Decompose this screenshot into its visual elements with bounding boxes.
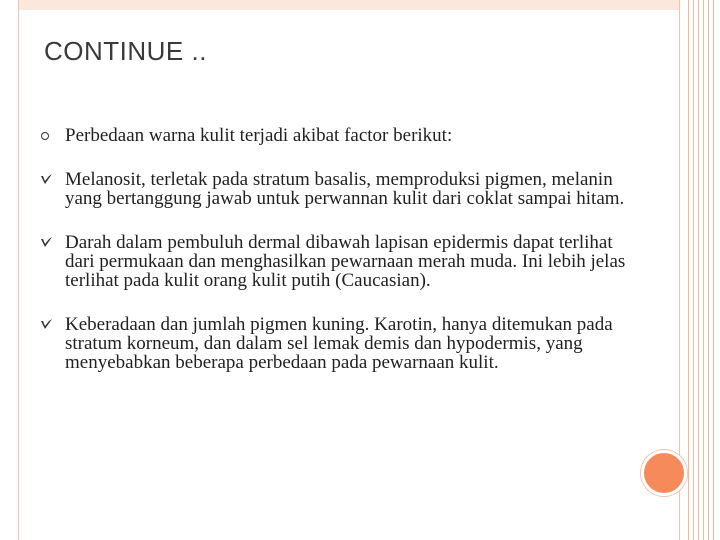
- checkmark-bullet-icon: [40, 316, 54, 332]
- bullet-item: [40, 126, 630, 145]
- slide-title: CONTINUE ..: [44, 36, 207, 66]
- bullet-text: Perbedaan warna kulit terjadi akibat factor berikut:: [65, 125, 453, 146]
- decor-line: [708, 0, 709, 540]
- decor-line: [693, 0, 694, 540]
- bullet-item: [40, 315, 630, 372]
- checkmark-bullet-icon: [40, 171, 54, 187]
- bullet-text: Darah dalam pembuluh dermal dibawah lapisan epidermis dapat terlihat dari permukaan dan menghasilkan pewarnaan merah muda. Ini lebih jelas terlihat pada kulit orang kulit putih (Caucasian).: [65, 232, 626, 291]
- right-decoration: [686, 0, 720, 540]
- bullet-text: Melanosit, terletak pada stratum basalis, memproduksi pigmen, melanin yang bertanggung jawab untuk perwannan kulit dari coklat sampai hitam.: [65, 169, 625, 209]
- bullet-item: [40, 233, 630, 290]
- decor-line: [713, 0, 714, 540]
- decor-line: [688, 0, 689, 540]
- bullet-text: Keberadaan dan jumlah pigmen kuning. Karotin, hanya ditemukan pada stratum korneum, dan dalam sel lemak demis dan hypodermis, yang menyebabkan beberapa perbedaan pada pewarnaan kulit.: [65, 314, 613, 373]
- bullet-list: [40, 126, 630, 372]
- decor-line: [698, 0, 699, 540]
- accent-circle: [641, 450, 687, 496]
- circle-bullet-icon: [40, 127, 54, 143]
- bullet-item: [40, 170, 630, 208]
- checkmark-bullet-icon: [40, 234, 54, 250]
- decor-line: [703, 0, 704, 540]
